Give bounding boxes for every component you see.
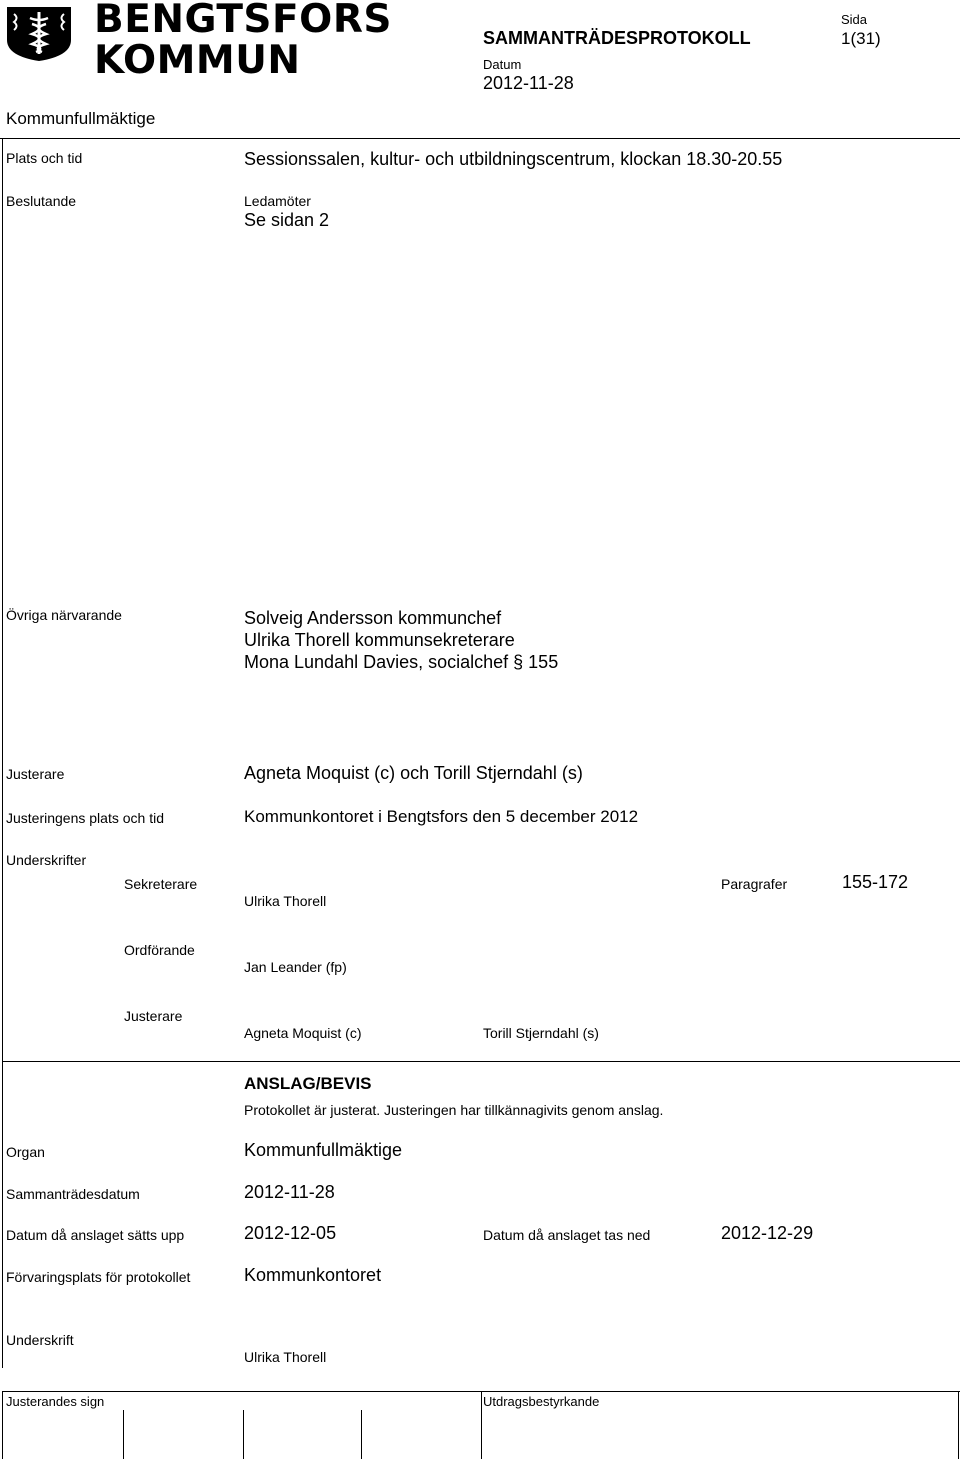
date-label: Datum (483, 57, 522, 72)
adjusters-label: Justerare (6, 766, 65, 782)
decision-label: Beslutande (6, 193, 77, 209)
footer-right-rule (958, 1391, 959, 1459)
adjusters-sign-label: Justerandes sign (6, 1394, 105, 1409)
page-value: 1(31) (841, 29, 881, 48)
others-label: Övriga närvarande (6, 607, 122, 623)
posted-label: Datum då anslaget sätts upp (6, 1227, 185, 1243)
adjust-place-value: Kommunkontoret i Bengtsfors den 5 december 2012 (244, 807, 639, 826)
notice-subtitle: Protokollet är justerat. Justeringen har tillkännagivits genom anslag. (244, 1102, 664, 1118)
sign-box-divider (481, 1391, 482, 1459)
adjuster1-name: Agneta Moquist (c) (244, 1025, 362, 1041)
logo-line2: KOMMUN (94, 38, 301, 83)
other-person: Mona Lundahl Davies, socialchef § 155 (244, 652, 559, 672)
signature-label: Underskrift (6, 1332, 74, 1348)
notice-title: ANSLAG/BEVIS (244, 1074, 372, 1093)
organ-label: Organ (6, 1144, 45, 1160)
place-value: Sessionssalen, kultur- och utbildningscentrum, klockan 18.30-20.55 (244, 149, 783, 169)
removed-label: Datum då anslaget tas ned (483, 1227, 651, 1243)
extract-label: Utdragsbestyrkande (483, 1394, 600, 1409)
storage-label: Förvaringsplats för protokollet (6, 1269, 191, 1285)
meeting-date-value: 2012-11-28 (244, 1182, 335, 1202)
sign-box-divider (361, 1410, 362, 1459)
sig-adjusters-label: Justerare (124, 1008, 183, 1024)
coat-of-arms-icon (6, 6, 72, 62)
date-value: 2012-11-28 (483, 73, 574, 93)
place-label: Plats och tid (6, 150, 83, 166)
other-person: Solveig Andersson kommunchef (244, 608, 502, 628)
signatures-heading: Underskrifter (6, 852, 87, 868)
body-name: Kommunfullmäktige (6, 109, 156, 128)
adjusters-value: Agneta Moquist (c) och Torill Stjerndahl (s) (244, 763, 583, 783)
storage-value: Kommunkontoret (244, 1265, 382, 1285)
left-rule (2, 138, 3, 1368)
members-label: Ledamöter (244, 193, 311, 209)
posted-value: 2012-12-05 (244, 1223, 337, 1243)
meeting-date-label: Sammanträdesdatum (6, 1186, 140, 1202)
logo-line1: BENGTSFORS (94, 0, 392, 42)
paragraphs-value: 155-172 (842, 872, 909, 892)
footer-left-rule (2, 1391, 3, 1459)
secretary-name: Ulrika Thorell (244, 893, 327, 909)
members-value: Se sidan 2 (244, 210, 330, 230)
sign-box-divider (123, 1410, 124, 1459)
others-list (244, 607, 558, 673)
chair-name: Jan Leander (fp) (244, 959, 347, 975)
organ-value: Kommunfullmäktige (244, 1140, 403, 1160)
chair-label: Ordförande (124, 942, 195, 958)
other-person: Ulrika Thorell kommunsekreterare (244, 630, 515, 650)
adjust-place-label: Justeringens plats och tid (6, 810, 164, 826)
notice-divider (2, 1061, 960, 1062)
removed-value: 2012-12-29 (721, 1223, 814, 1243)
adjuster2-name: Torill Stjerndahl (s) (483, 1025, 599, 1041)
doc-type: SAMMANTRÄDESPROTOKOLL (483, 28, 751, 48)
secretary-label: Sekreterare (124, 876, 198, 892)
sign-box-divider (243, 1410, 244, 1459)
signature-name: Ulrika Thorell (244, 1349, 327, 1365)
paragraphs-label: Paragrafer (721, 876, 788, 892)
top-rule (0, 138, 960, 139)
page-label: Sida (841, 12, 868, 27)
